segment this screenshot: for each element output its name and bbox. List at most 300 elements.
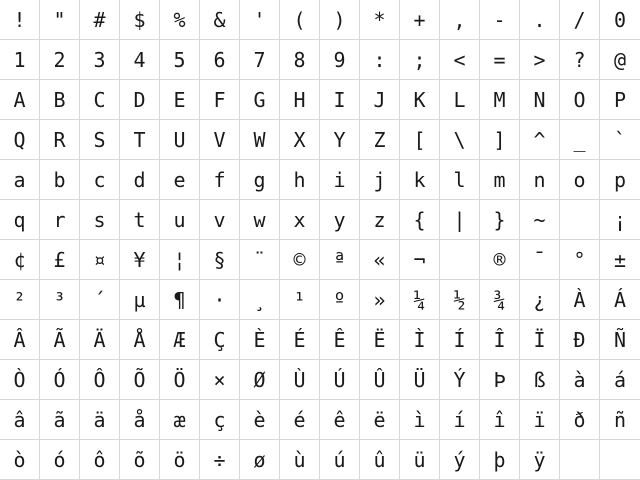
glyph-character: ® bbox=[493, 247, 506, 272]
glyph-cell[interactable] bbox=[280, 120, 320, 160]
glyph-cell[interactable] bbox=[160, 160, 200, 200]
glyph-character: Y bbox=[333, 127, 346, 152]
glyph-cell[interactable] bbox=[120, 200, 160, 240]
glyph-character: M bbox=[493, 87, 506, 112]
glyph-character: £ bbox=[53, 247, 66, 272]
glyph-cell[interactable] bbox=[0, 80, 40, 120]
glyph-character: U bbox=[173, 127, 186, 152]
glyph-cell[interactable] bbox=[440, 280, 480, 320]
glyph-cell[interactable] bbox=[240, 200, 280, 240]
glyph-cell[interactable] bbox=[600, 440, 640, 480]
glyph-character: â bbox=[13, 407, 26, 432]
glyph-character: 9 bbox=[333, 47, 346, 72]
glyph-character: 2 bbox=[53, 47, 66, 72]
glyph-cell[interactable] bbox=[0, 400, 40, 440]
glyph-cell[interactable] bbox=[320, 320, 360, 360]
glyph-character: S bbox=[93, 127, 106, 152]
glyph-cell[interactable] bbox=[520, 240, 560, 280]
glyph-cell[interactable] bbox=[160, 440, 200, 480]
glyph-character: ´ bbox=[93, 287, 106, 312]
glyph-character: ~ bbox=[533, 207, 546, 232]
glyph-cell[interactable] bbox=[80, 160, 120, 200]
glyph-character: ¯ bbox=[533, 247, 546, 272]
glyph-cell[interactable] bbox=[0, 160, 40, 200]
glyph-character: _ bbox=[573, 127, 586, 152]
glyph-cell[interactable] bbox=[120, 80, 160, 120]
glyph-character: ß bbox=[533, 367, 546, 392]
glyph-cell[interactable] bbox=[280, 280, 320, 320]
glyph-cell[interactable] bbox=[520, 120, 560, 160]
glyph-cell[interactable] bbox=[80, 80, 120, 120]
glyph-character: s bbox=[93, 207, 106, 232]
glyph-character: b bbox=[53, 167, 66, 192]
glyph-cell[interactable] bbox=[560, 80, 600, 120]
glyph-cell[interactable] bbox=[560, 320, 600, 360]
glyph-cell[interactable] bbox=[200, 40, 240, 80]
glyph-cell[interactable] bbox=[200, 200, 240, 240]
glyph-cell[interactable] bbox=[400, 200, 440, 240]
glyph-character: N bbox=[533, 87, 546, 112]
glyph-cell[interactable] bbox=[560, 40, 600, 80]
glyph-character: i bbox=[333, 167, 346, 192]
glyph-cell[interactable] bbox=[200, 0, 240, 40]
glyph-character: È bbox=[253, 327, 266, 352]
glyph-character: ª bbox=[333, 247, 346, 272]
glyph-character: ý bbox=[453, 447, 466, 472]
glyph-cell[interactable] bbox=[600, 400, 640, 440]
glyph-cell[interactable] bbox=[480, 360, 520, 400]
glyph-cell[interactable] bbox=[160, 200, 200, 240]
glyph-character: D bbox=[133, 87, 146, 112]
glyph-character: ¸ bbox=[253, 287, 266, 312]
glyph-character: Z bbox=[373, 127, 386, 152]
glyph-cell[interactable] bbox=[400, 40, 440, 80]
glyph-cell[interactable] bbox=[400, 280, 440, 320]
glyph-cell[interactable] bbox=[440, 360, 480, 400]
glyph-cell[interactable] bbox=[240, 320, 280, 360]
glyph-cell[interactable] bbox=[240, 0, 280, 40]
glyph-cell[interactable] bbox=[600, 160, 640, 200]
glyph-character: ï bbox=[533, 407, 546, 432]
glyph-character: $ bbox=[133, 7, 146, 32]
glyph-cell[interactable] bbox=[40, 120, 80, 160]
glyph-character: g bbox=[253, 167, 266, 192]
glyph-cell[interactable] bbox=[440, 160, 480, 200]
glyph-cell[interactable] bbox=[520, 40, 560, 80]
glyph-character: 3 bbox=[93, 47, 106, 72]
glyph-cell[interactable] bbox=[120, 120, 160, 160]
glyph-character: < bbox=[453, 47, 466, 72]
glyph-cell[interactable] bbox=[320, 200, 360, 240]
glyph-cell[interactable] bbox=[520, 80, 560, 120]
glyph-cell[interactable] bbox=[280, 40, 320, 80]
glyph-cell[interactable] bbox=[600, 360, 640, 400]
glyph-character: 8 bbox=[293, 47, 306, 72]
glyph-character: ° bbox=[573, 247, 586, 272]
glyph-cell[interactable] bbox=[400, 440, 440, 480]
glyph-cell[interactable] bbox=[480, 400, 520, 440]
glyph-character: ¿ bbox=[533, 287, 546, 312]
glyph-cell[interactable] bbox=[80, 440, 120, 480]
glyph-cell[interactable] bbox=[400, 160, 440, 200]
glyph-cell[interactable] bbox=[320, 360, 360, 400]
glyph-cell[interactable] bbox=[120, 280, 160, 320]
glyph-cell[interactable] bbox=[480, 440, 520, 480]
glyph-cell[interactable] bbox=[40, 320, 80, 360]
glyph-cell[interactable] bbox=[480, 120, 520, 160]
glyph-cell[interactable] bbox=[280, 360, 320, 400]
glyph-character: O bbox=[573, 87, 586, 112]
glyph-cell[interactable] bbox=[400, 120, 440, 160]
glyph-cell[interactable] bbox=[200, 160, 240, 200]
glyph-character: þ bbox=[493, 447, 506, 472]
glyph-cell[interactable] bbox=[240, 40, 280, 80]
glyph-cell[interactable] bbox=[280, 320, 320, 360]
glyph-character: à bbox=[573, 367, 586, 392]
glyph-cell[interactable] bbox=[440, 320, 480, 360]
glyph-cell[interactable] bbox=[120, 400, 160, 440]
glyph-cell[interactable] bbox=[200, 280, 240, 320]
glyph-cell[interactable] bbox=[520, 160, 560, 200]
glyph-cell[interactable] bbox=[200, 120, 240, 160]
glyph-cell[interactable] bbox=[120, 320, 160, 360]
glyph-cell[interactable] bbox=[440, 80, 480, 120]
glyph-character: 1 bbox=[13, 47, 26, 72]
glyph-character: ¾ bbox=[493, 287, 506, 312]
glyph-character: Å bbox=[133, 327, 146, 352]
glyph-cell[interactable] bbox=[40, 40, 80, 80]
glyph-character: ^ bbox=[533, 127, 546, 152]
glyph-character: 4 bbox=[133, 47, 146, 72]
glyph-character: ê bbox=[333, 407, 346, 432]
glyph-character: F bbox=[213, 87, 226, 112]
glyph-cell[interactable] bbox=[40, 280, 80, 320]
glyph-cell[interactable] bbox=[80, 280, 120, 320]
glyph-cell[interactable] bbox=[400, 0, 440, 40]
glyph-character: û bbox=[373, 447, 386, 472]
glyph-cell[interactable] bbox=[560, 160, 600, 200]
glyph-character: ? bbox=[573, 47, 586, 72]
glyph-character: c bbox=[93, 167, 106, 192]
glyph-cell[interactable] bbox=[520, 280, 560, 320]
glyph-cell[interactable] bbox=[200, 400, 240, 440]
glyph-cell[interactable] bbox=[440, 240, 480, 280]
glyph-character: ú bbox=[333, 447, 346, 472]
glyph-cell[interactable] bbox=[320, 160, 360, 200]
glyph-cell[interactable] bbox=[240, 400, 280, 440]
glyph-character: Ð bbox=[573, 327, 586, 352]
glyph-cell[interactable] bbox=[40, 360, 80, 400]
glyph-character: å bbox=[133, 407, 146, 432]
glyph-cell[interactable] bbox=[240, 120, 280, 160]
glyph-cell[interactable] bbox=[480, 240, 520, 280]
glyph-character: í bbox=[453, 407, 466, 432]
glyph-cell[interactable] bbox=[120, 240, 160, 280]
glyph-cell[interactable] bbox=[600, 0, 640, 40]
glyph-cell[interactable] bbox=[80, 240, 120, 280]
glyph-cell[interactable] bbox=[600, 40, 640, 80]
glyph-cell[interactable] bbox=[120, 0, 160, 40]
glyph-character: Õ bbox=[133, 367, 146, 392]
glyph-cell[interactable] bbox=[600, 200, 640, 240]
glyph-cell[interactable] bbox=[560, 360, 600, 400]
glyph-character: Ï bbox=[533, 327, 546, 352]
glyph-cell[interactable] bbox=[40, 400, 80, 440]
glyph-cell[interactable] bbox=[160, 120, 200, 160]
glyph-cell[interactable] bbox=[80, 120, 120, 160]
glyph-cell[interactable] bbox=[520, 200, 560, 240]
glyph-cell[interactable] bbox=[520, 0, 560, 40]
glyph-cell[interactable] bbox=[440, 120, 480, 160]
glyph-cell[interactable] bbox=[0, 200, 40, 240]
glyph-character: I bbox=[333, 87, 346, 112]
glyph-character: ò bbox=[13, 447, 26, 472]
glyph-character: ü bbox=[413, 447, 426, 472]
glyph-character: . bbox=[533, 7, 546, 32]
glyph-cell[interactable] bbox=[160, 320, 200, 360]
glyph-character: Þ bbox=[493, 367, 506, 392]
glyph-cell[interactable] bbox=[0, 120, 40, 160]
glyph-cell[interactable] bbox=[400, 80, 440, 120]
glyph-cell[interactable] bbox=[280, 80, 320, 120]
glyph-cell[interactable] bbox=[120, 40, 160, 80]
glyph-cell[interactable] bbox=[160, 240, 200, 280]
glyph-cell[interactable] bbox=[80, 200, 120, 240]
glyph-cell[interactable] bbox=[320, 40, 360, 80]
glyph-cell[interactable] bbox=[480, 160, 520, 200]
glyph-cell[interactable] bbox=[160, 40, 200, 80]
glyph-cell[interactable] bbox=[440, 40, 480, 80]
glyph-cell[interactable] bbox=[440, 440, 480, 480]
glyph-cell[interactable] bbox=[440, 400, 480, 440]
glyph-cell[interactable] bbox=[240, 360, 280, 400]
glyph-cell[interactable] bbox=[480, 200, 520, 240]
glyph-cell[interactable] bbox=[0, 440, 40, 480]
glyph-character: Ô bbox=[93, 367, 106, 392]
glyph-character: K bbox=[413, 87, 426, 112]
glyph-cell[interactable] bbox=[160, 400, 200, 440]
glyph-cell[interactable] bbox=[320, 280, 360, 320]
glyph-character: { bbox=[413, 207, 426, 232]
glyph-cell[interactable] bbox=[320, 120, 360, 160]
glyph-cell[interactable] bbox=[520, 360, 560, 400]
glyph-character: l bbox=[453, 167, 466, 192]
glyph-cell[interactable] bbox=[520, 440, 560, 480]
glyph-cell[interactable] bbox=[560, 240, 600, 280]
glyph-cell[interactable] bbox=[80, 360, 120, 400]
glyph-cell[interactable] bbox=[480, 0, 520, 40]
glyph-cell[interactable] bbox=[480, 280, 520, 320]
glyph-cell[interactable] bbox=[560, 280, 600, 320]
glyph-character: A bbox=[13, 87, 26, 112]
glyph-cell[interactable] bbox=[560, 0, 600, 40]
glyph-cell[interactable] bbox=[320, 80, 360, 120]
glyph-cell[interactable] bbox=[440, 200, 480, 240]
glyph-cell[interactable] bbox=[480, 320, 520, 360]
glyph-cell[interactable] bbox=[200, 360, 240, 400]
glyph-cell[interactable] bbox=[560, 120, 600, 160]
glyph-cell[interactable] bbox=[0, 360, 40, 400]
glyph-cell[interactable] bbox=[80, 0, 120, 40]
glyph-character: # bbox=[93, 7, 106, 32]
glyph-character: À bbox=[573, 287, 586, 312]
glyph-character: ³ bbox=[53, 287, 66, 312]
glyph-cell[interactable] bbox=[200, 440, 240, 480]
glyph-cell[interactable] bbox=[120, 440, 160, 480]
glyph-cell[interactable] bbox=[240, 440, 280, 480]
glyph-cell[interactable] bbox=[480, 40, 520, 80]
glyph-cell[interactable] bbox=[560, 400, 600, 440]
glyph-character: 0 bbox=[613, 7, 627, 32]
glyph-character: u bbox=[173, 207, 186, 232]
glyph-cell[interactable] bbox=[280, 160, 320, 200]
glyph-character: B bbox=[53, 87, 66, 112]
glyph-cell[interactable] bbox=[520, 320, 560, 360]
glyph-cell[interactable] bbox=[320, 0, 360, 40]
glyph-character: Ò bbox=[13, 367, 26, 392]
glyph-cell[interactable] bbox=[600, 120, 640, 160]
glyph-cell[interactable] bbox=[560, 200, 600, 240]
glyph-character: ¹ bbox=[293, 287, 306, 312]
glyph-character: ! bbox=[13, 7, 26, 32]
glyph-cell[interactable] bbox=[360, 320, 400, 360]
glyph-cell[interactable] bbox=[280, 440, 320, 480]
glyph-cell[interactable] bbox=[160, 360, 200, 400]
glyph-cell[interactable] bbox=[280, 240, 320, 280]
glyph-character: m bbox=[493, 167, 506, 192]
glyph-cell[interactable] bbox=[0, 40, 40, 80]
glyph-cell[interactable] bbox=[360, 0, 400, 40]
glyph-character: r bbox=[53, 207, 66, 232]
glyph-character: ¡ bbox=[613, 207, 627, 232]
glyph-cell[interactable] bbox=[360, 160, 400, 200]
glyph-character: » bbox=[373, 287, 386, 312]
glyph-cell[interactable] bbox=[400, 240, 440, 280]
glyph-cell[interactable] bbox=[440, 0, 480, 40]
glyph-cell[interactable] bbox=[360, 80, 400, 120]
glyph-cell[interactable] bbox=[40, 240, 80, 280]
glyph-character: Â bbox=[13, 327, 26, 352]
glyph-cell[interactable] bbox=[0, 240, 40, 280]
glyph-cell[interactable] bbox=[240, 240, 280, 280]
glyph-cell[interactable] bbox=[320, 400, 360, 440]
glyph-cell[interactable] bbox=[480, 80, 520, 120]
glyph-cell[interactable] bbox=[280, 0, 320, 40]
glyph-cell[interactable] bbox=[360, 120, 400, 160]
glyph-cell[interactable] bbox=[160, 280, 200, 320]
glyph-cell[interactable] bbox=[200, 320, 240, 360]
glyph-cell[interactable] bbox=[0, 280, 40, 320]
glyph-cell[interactable] bbox=[360, 440, 400, 480]
glyph-character: æ bbox=[173, 407, 186, 432]
glyph-cell[interactable] bbox=[360, 200, 400, 240]
glyph-cell[interactable] bbox=[600, 80, 640, 120]
glyph-character: Ë bbox=[373, 327, 386, 352]
glyph-cell[interactable] bbox=[520, 400, 560, 440]
glyph-character: ä bbox=[93, 407, 106, 432]
glyph-character: G bbox=[253, 87, 266, 112]
glyph-cell[interactable] bbox=[320, 440, 360, 480]
glyph-cell[interactable] bbox=[0, 320, 40, 360]
glyph-character: ¥ bbox=[133, 247, 146, 272]
glyph-cell[interactable] bbox=[360, 240, 400, 280]
glyph-character: Ì bbox=[413, 327, 426, 352]
glyph-character: ã bbox=[53, 407, 66, 432]
glyph-character: ó bbox=[53, 447, 66, 472]
glyph-cell[interactable] bbox=[360, 360, 400, 400]
glyph-cell[interactable] bbox=[360, 40, 400, 80]
glyph-character: ² bbox=[13, 287, 26, 312]
glyph-character: \ bbox=[453, 127, 466, 152]
glyph-character: R bbox=[53, 127, 66, 152]
glyph-character: = bbox=[493, 47, 506, 72]
glyph-cell[interactable] bbox=[80, 400, 120, 440]
glyph-cell[interactable] bbox=[280, 400, 320, 440]
glyph-cell[interactable] bbox=[40, 160, 80, 200]
glyph-character: [ bbox=[413, 127, 426, 152]
glyph-cell[interactable] bbox=[240, 80, 280, 120]
glyph-cell[interactable] bbox=[80, 40, 120, 80]
glyph-cell[interactable] bbox=[600, 320, 640, 360]
glyph-cell[interactable] bbox=[40, 80, 80, 120]
glyph-cell[interactable] bbox=[200, 80, 240, 120]
glyph-character: î bbox=[493, 407, 506, 432]
glyph-cell[interactable] bbox=[600, 240, 640, 280]
glyph-cell[interactable] bbox=[0, 0, 40, 40]
glyph-cell[interactable] bbox=[360, 280, 400, 320]
glyph-character: µ bbox=[133, 287, 146, 312]
glyph-cell[interactable] bbox=[360, 400, 400, 440]
glyph-character: k bbox=[413, 167, 426, 192]
glyph-cell[interactable] bbox=[240, 280, 280, 320]
glyph-cell[interactable] bbox=[320, 240, 360, 280]
glyph-cell[interactable] bbox=[560, 440, 600, 480]
glyph-character: + bbox=[413, 7, 426, 32]
glyph-character: J bbox=[373, 87, 386, 112]
glyph-cell[interactable] bbox=[400, 320, 440, 360]
glyph-cell[interactable] bbox=[400, 400, 440, 440]
glyph-character: ù bbox=[293, 447, 306, 472]
glyph-cell[interactable] bbox=[40, 0, 80, 40]
glyph-cell[interactable] bbox=[240, 160, 280, 200]
glyph-character: E bbox=[173, 87, 186, 112]
glyph-character: Á bbox=[613, 287, 627, 312]
glyph-cell[interactable] bbox=[160, 80, 200, 120]
glyph-character: ø bbox=[253, 447, 266, 472]
glyph-character: ] bbox=[493, 127, 506, 152]
glyph-cell[interactable] bbox=[120, 160, 160, 200]
glyph-cell[interactable] bbox=[120, 360, 160, 400]
glyph-cell[interactable] bbox=[200, 240, 240, 280]
glyph-character: Q bbox=[13, 127, 26, 152]
glyph-character: x bbox=[293, 207, 306, 232]
glyph-character: * bbox=[373, 7, 386, 32]
glyph-cell[interactable] bbox=[80, 320, 120, 360]
glyph-character: « bbox=[373, 247, 386, 272]
glyph-cell[interactable] bbox=[160, 0, 200, 40]
glyph-cell[interactable] bbox=[40, 440, 80, 480]
glyph-cell[interactable] bbox=[280, 200, 320, 240]
glyph-character: P bbox=[613, 87, 627, 112]
glyph-cell[interactable] bbox=[600, 280, 640, 320]
glyph-character: ç bbox=[213, 407, 226, 432]
glyph-character: ì bbox=[413, 407, 426, 432]
glyph-cell[interactable] bbox=[40, 200, 80, 240]
glyph-cell[interactable] bbox=[400, 360, 440, 400]
glyph-character: Û bbox=[373, 367, 386, 392]
glyph-character: ) bbox=[333, 7, 346, 32]
glyph-character: ñ bbox=[613, 407, 627, 432]
